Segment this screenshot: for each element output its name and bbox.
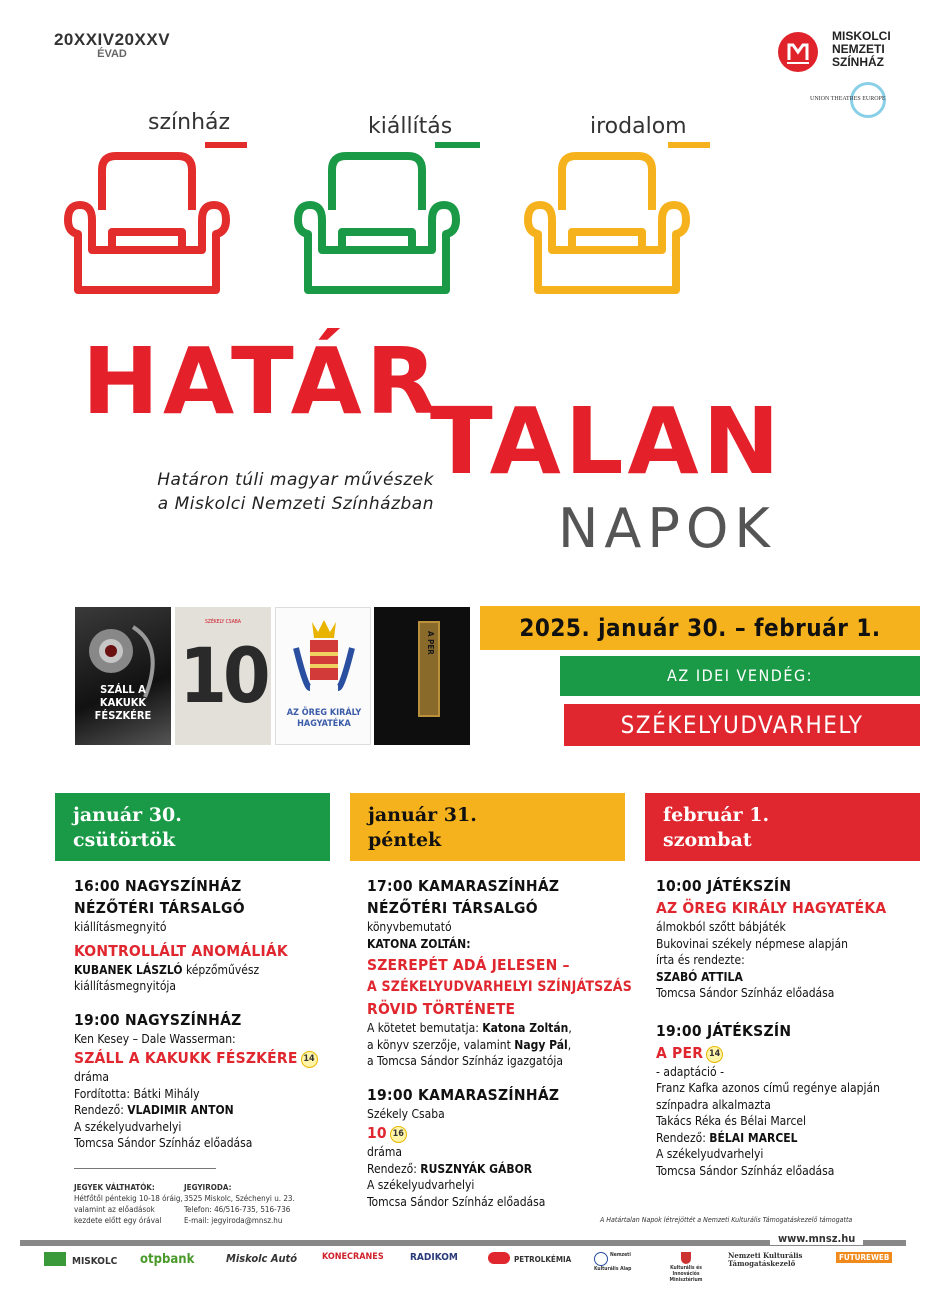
sponsor-otp: otpbank	[140, 1252, 195, 1267]
event-time: 19:00 NAGYSZÍNHÁZ	[74, 1010, 242, 1029]
sponsor-ministry: Kulturális és Innovációs Minisztérium	[656, 1252, 716, 1283]
poster-kakukk: SZÁLL A KAKUKK FÉSZKÉRE	[75, 607, 171, 745]
program-jan31: 17:00 KAMARASZÍNHÁZ NÉZŐTÉRI TÁRSALGÓ könyvbemutató KATONA ZOLTÁN: SZEREPÉT ADÁ JELESEN – A SZÉKELYUDVARHELYI SZÍNJÁTSZÁS RÖVID TÖRTÉNETE A kötetet bemutatja: Katona Zoltán, a könyv szerzője, valamint Nagy Pál, a Tomcsa Sándor Színház igazgatója 19:00 KAMARASZÍNHÁZ Székely Csaba 10 16 dráma Rendező: RUSZNYÁK GÁBOR A székelyudvarhelyi Tomcsa Sándor Színház előadása	[367, 875, 647, 1210]
sponsor-miskolc-auto: Miskolc Autó	[226, 1252, 298, 1265]
event-venue: NÉZŐTÉRI TÁRSALGÓ	[74, 899, 245, 917]
category-exhibition-bar	[435, 142, 480, 148]
event-title: AZ ÖREG KIRÁLY HAGYATÉKA	[656, 899, 887, 917]
event-title: SZÁLL A KAKUKK FÉSZKÉRE	[74, 1049, 298, 1067]
season-label: ÉVAD	[97, 48, 127, 60]
theatre-logo-icon	[778, 32, 818, 72]
age-rating-badge: 14	[301, 1051, 318, 1068]
subtitle: Határon túli magyar művészek a Miskolci Nemzeti Színházban	[157, 470, 434, 514]
title-line3: NAPOK	[558, 497, 776, 560]
green-armchair-icon	[292, 150, 462, 300]
event-time: 19:00 JÁTÉKSZÍN	[656, 1021, 792, 1040]
event-title: 10	[367, 1124, 387, 1142]
poster-a-per: A PER	[374, 607, 470, 745]
box-office-info: JEGYIRODA: 3525 Miskolc, Széchenyi u. 23. Telefon: 46/516-735, 516-736 E-mail: jegyiroda@mnsz.hu	[184, 1183, 295, 1225]
event-title: SZEREPÉT ADÁ JELESEN –	[367, 956, 570, 974]
season-badge	[32, 30, 192, 60]
day-header-jan31: január 31. péntek	[350, 793, 625, 861]
category-literature-bar	[668, 142, 710, 148]
category-theatre: színház	[148, 110, 231, 135]
day-header-feb1: február 1. szombat	[645, 793, 920, 861]
age-rating-badge: 16	[390, 1126, 407, 1143]
event-dates: 2025. január 30. – február 1.	[480, 606, 920, 650]
coat-of-arms-icon	[681, 1252, 691, 1264]
title-line2: TALAN	[430, 388, 784, 495]
sponsor-petrolkemia: PETROLKÉMIA	[488, 1252, 571, 1264]
support-note: A Határtalan Napok létrejöttét a Nemzeti Kulturális Támogatáskezelő támogatta	[600, 1216, 853, 1224]
category-exhibition: kiállítás	[368, 114, 453, 139]
event-title: A PER	[656, 1043, 704, 1062]
ticket-info: JEGYEK VÁLTHATÓK: Hétfőtől péntekig 10-18 óráig, valamint az előadások kezdete előtt egy órával	[74, 1183, 183, 1225]
sponsor-radikom: RADIKOM	[410, 1252, 458, 1263]
yellow-armchair-icon	[522, 150, 692, 300]
red-armchair-icon	[62, 150, 232, 300]
event-time: 17:00 KAMARASZÍNHÁZ	[367, 877, 560, 895]
event-time: 16:00 NAGYSZÍNHÁZ	[74, 877, 242, 895]
category-theatre-bar	[205, 142, 247, 148]
poster-10: SZÉKELY CSABA 10	[175, 607, 271, 745]
sponsor-miskolc: MISKOLC	[44, 1252, 117, 1267]
mol-logo-icon	[488, 1252, 510, 1264]
ute-label: UNION THEATRES EUROPE	[810, 96, 886, 102]
website-link[interactable]: www.mnsz.hu	[770, 1232, 863, 1245]
sponsor-nka: Nemzeti Kulturális Alap	[594, 1252, 632, 1272]
sponsor-futureweb: FUTUREWEB	[836, 1252, 892, 1263]
age-rating-badge: 14	[706, 1046, 723, 1063]
guest-city: SZÉKELYUDVARHELY	[564, 704, 920, 746]
sponsor-konecranes: KONECRANES	[322, 1252, 384, 1262]
theatre-name: MISKOLCI NEMZETI SZÍNHÁZ	[832, 29, 891, 69]
nka-logo-icon	[594, 1252, 608, 1266]
event-title: KONTROLLÁLT ANOMÁLIÁK	[74, 941, 288, 960]
poster-oreg-kiraly: AZ ÖREG KIRÁLY HAGYATÉKA	[275, 607, 371, 745]
program-jan30: 16:00 NAGYSZÍNHÁZ NÉZŐTÉRI TÁRSALGÓ kiállításmegnyitó KONTROLLÁLT ANOMÁLIÁK KUBANEK LÁSZLÓ képzőművész kiállításmegnyitója 19:00 NAGYSZÍNHÁZ Ken Kesey – Dale Wasserman: SZÁLL A KAKUKK FÉSZKÉRE 14 dráma Fordította: Bátki Mihály Rendező: VLADIMIR ANTON A székelyudvarhelyi Tomcsa Sándor Színház előadása	[74, 875, 354, 1152]
day-header-jan30: január 30. csütörtök	[55, 793, 330, 861]
miskolc-logo-icon	[44, 1252, 66, 1266]
program-feb1: 10:00 JÁTÉKSZÍN AZ ÖREG KIRÁLY HAGYATÉKA álmokból szőtt bábjáték Bukovinai székely népmese alapján írta és rendezte: SZABÓ ATTILA Tomcsa Sándor Színház előadása 19:00 JÁTÉKSZÍN A PER 14 - adaptáció - Franz Kafka azonos című regénye alapján színpadra alkalmazta Takács Réka és Bélai Marcel Rendező: BÉLAI MARCEL A székelyudvarhelyi Tomcsa Sándor Színház előadása	[656, 875, 918, 1179]
ticket-divider	[74, 1168, 216, 1169]
event-venue: NÉZŐTÉRI TÁRSALGÓ	[367, 899, 538, 917]
sponsor-nkt: Nemzeti Kulturális Támogatáskezelő	[728, 1251, 803, 1268]
event-time: 19:00 KAMARASZÍNHÁZ	[367, 1085, 560, 1104]
category-literature: irodalom	[590, 114, 687, 139]
guest-label: AZ IDEI VENDÉG:	[560, 656, 920, 696]
eye-icon	[75, 607, 171, 745]
title-line1: HATÁR	[82, 328, 441, 435]
event-time: 10:00 JÁTÉKSZÍN	[656, 877, 792, 895]
season-years: 20XXIV20XXV	[53, 30, 171, 49]
